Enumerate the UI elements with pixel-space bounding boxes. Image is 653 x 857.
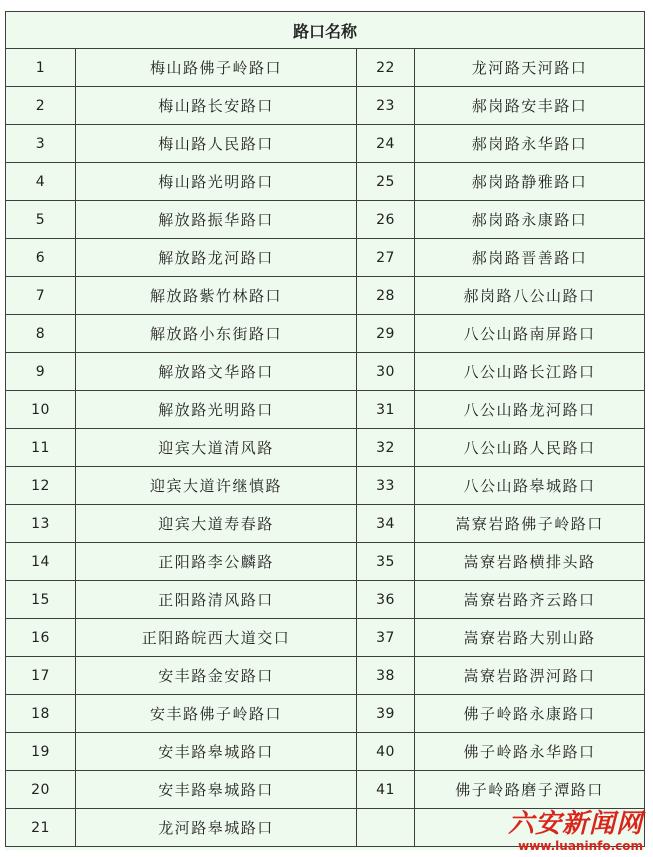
table-row xyxy=(6,49,645,87)
table-row xyxy=(6,125,645,163)
table-row xyxy=(6,277,645,315)
left-intersection-cell: 安丰路皋城路口 xyxy=(76,733,357,771)
left-intersection-cell: 安丰路皋城路口 xyxy=(76,771,357,809)
right-intersection-cell: 郝岗路永华路口 xyxy=(415,125,645,163)
right-intersection-cell: 八公山路皋城路口 xyxy=(415,467,645,505)
right-intersection-cell: 郝岗路静雅路口 xyxy=(415,163,645,201)
table-row xyxy=(6,695,645,733)
right-number-cell: 32 xyxy=(357,429,415,467)
left-number-cell: 2 xyxy=(6,87,76,125)
left-number-cell: 19 xyxy=(6,733,76,771)
left-intersection-cell: 梅山路佛子岭路口 xyxy=(76,49,357,87)
right-intersection-cell: 龙河路天河路口 xyxy=(415,49,645,87)
table-row xyxy=(6,543,645,581)
table-row xyxy=(6,581,645,619)
right-intersection-cell: 八公山路龙河路口 xyxy=(415,391,645,429)
left-number-cell: 3 xyxy=(6,125,76,163)
left-number-cell: 16 xyxy=(6,619,76,657)
right-number-cell: 31 xyxy=(357,391,415,429)
left-intersection-cell: 解放路文华路口 xyxy=(76,353,357,391)
right-number-cell: 39 xyxy=(357,695,415,733)
left-intersection-cell: 龙河路皋城路口 xyxy=(76,809,357,847)
right-number-cell: 23 xyxy=(357,87,415,125)
table-row xyxy=(6,391,645,429)
right-number-cell: 34 xyxy=(357,505,415,543)
left-number-cell: 18 xyxy=(6,695,76,733)
table-row xyxy=(6,771,645,809)
left-number-cell: 6 xyxy=(6,239,76,277)
right-intersection-cell: 郝岗路八公山路口 xyxy=(415,277,645,315)
left-intersection-cell: 正阳路皖西大道交口 xyxy=(76,619,357,657)
right-intersection-cell: 佛子岭路永康路口 xyxy=(415,695,645,733)
left-intersection-cell: 梅山路长安路口 xyxy=(76,87,357,125)
right-intersection-cell: 八公山路人民路口 xyxy=(415,429,645,467)
right-intersection-cell: 八公山路长江路口 xyxy=(415,353,645,391)
left-number-cell: 20 xyxy=(6,771,76,809)
left-number-cell: 1 xyxy=(6,49,76,87)
left-intersection-cell: 迎宾大道寿春路 xyxy=(76,505,357,543)
left-intersection-cell: 解放路龙河路口 xyxy=(76,239,357,277)
left-intersection-cell: 正阳路清风路口 xyxy=(76,581,357,619)
right-intersection-cell: 嵩寮岩路淠河路口 xyxy=(415,657,645,695)
table-row xyxy=(6,201,645,239)
table-row xyxy=(6,733,645,771)
left-intersection-cell: 解放路小东街路口 xyxy=(76,315,357,353)
left-intersection-cell: 解放路振华路口 xyxy=(76,201,357,239)
table-row xyxy=(6,619,645,657)
right-intersection-cell: 佛子岭路永华路口 xyxy=(415,733,645,771)
left-number-cell: 21 xyxy=(6,809,76,847)
left-number-cell: 15 xyxy=(6,581,76,619)
left-number-cell: 11 xyxy=(6,429,76,467)
table-row xyxy=(6,657,645,695)
right-number-cell: 26 xyxy=(357,201,415,239)
left-number-cell: 7 xyxy=(6,277,76,315)
left-number-cell: 4 xyxy=(6,163,76,201)
left-number-cell: 13 xyxy=(6,505,76,543)
left-number-cell: 10 xyxy=(6,391,76,429)
right-number-cell: 30 xyxy=(357,353,415,391)
table-row xyxy=(6,163,645,201)
right-number-cell: 25 xyxy=(357,163,415,201)
right-intersection-cell: 佛子岭路磨子潭路口 xyxy=(415,771,645,809)
left-intersection-cell: 解放路光明路口 xyxy=(76,391,357,429)
right-number-cell xyxy=(357,809,415,847)
left-intersection-cell: 正阳路李公麟路 xyxy=(76,543,357,581)
left-intersection-cell: 安丰路金安路口 xyxy=(76,657,357,695)
left-intersection-cell: 安丰路佛子岭路口 xyxy=(76,695,357,733)
table-row xyxy=(6,353,645,391)
right-intersection-cell: 嵩寮岩路大别山路 xyxy=(415,619,645,657)
right-intersection-cell xyxy=(415,809,645,847)
table-row xyxy=(6,239,645,277)
left-number-cell: 12 xyxy=(6,467,76,505)
right-number-cell: 24 xyxy=(357,125,415,163)
table-row xyxy=(6,315,645,353)
intersection-table-container xyxy=(5,11,644,850)
right-number-cell: 41 xyxy=(357,771,415,809)
right-number-cell: 36 xyxy=(357,581,415,619)
right-number-cell: 22 xyxy=(357,49,415,87)
right-intersection-cell: 郝岗路晋善路口 xyxy=(415,239,645,277)
watermark-logo: 六安新闻网 xyxy=(507,809,643,839)
table-row xyxy=(6,809,645,847)
left-number-cell: 9 xyxy=(6,353,76,391)
right-number-cell: 37 xyxy=(357,619,415,657)
right-number-cell: 27 xyxy=(357,239,415,277)
left-intersection-cell: 梅山路人民路口 xyxy=(76,125,357,163)
left-number-cell: 14 xyxy=(6,543,76,581)
watermark-url: www.luaninfo.com xyxy=(518,839,643,853)
right-intersection-cell: 八公山路南屏路口 xyxy=(415,315,645,353)
right-intersection-cell: 嵩寮岩路齐云路口 xyxy=(415,581,645,619)
left-intersection-cell: 迎宾大道清风路 xyxy=(76,429,357,467)
right-number-cell: 33 xyxy=(357,467,415,505)
left-intersection-cell: 梅山路光明路口 xyxy=(76,163,357,201)
table-row xyxy=(6,467,645,505)
table-header: 路口名称 xyxy=(6,12,645,49)
table-row xyxy=(6,87,645,125)
table-row xyxy=(6,505,645,543)
left-intersection-cell: 迎宾大道许继慎路 xyxy=(76,467,357,505)
table-header-row xyxy=(6,12,645,49)
left-number-cell: 17 xyxy=(6,657,76,695)
right-number-cell: 38 xyxy=(357,657,415,695)
right-number-cell: 29 xyxy=(357,315,415,353)
intersection-table xyxy=(5,11,645,847)
right-number-cell: 40 xyxy=(357,733,415,771)
right-number-cell: 35 xyxy=(357,543,415,581)
right-intersection-cell: 郝岗路永康路口 xyxy=(415,201,645,239)
left-intersection-cell: 解放路紫竹林路口 xyxy=(76,277,357,315)
right-intersection-cell: 嵩寮岩路佛子岭路口 xyxy=(415,505,645,543)
right-intersection-cell: 嵩寮岩路横排头路 xyxy=(415,543,645,581)
right-number-cell: 28 xyxy=(357,277,415,315)
left-number-cell: 5 xyxy=(6,201,76,239)
left-number-cell: 8 xyxy=(6,315,76,353)
right-intersection-cell: 郝岗路安丰路口 xyxy=(415,87,645,125)
table-row xyxy=(6,429,645,467)
